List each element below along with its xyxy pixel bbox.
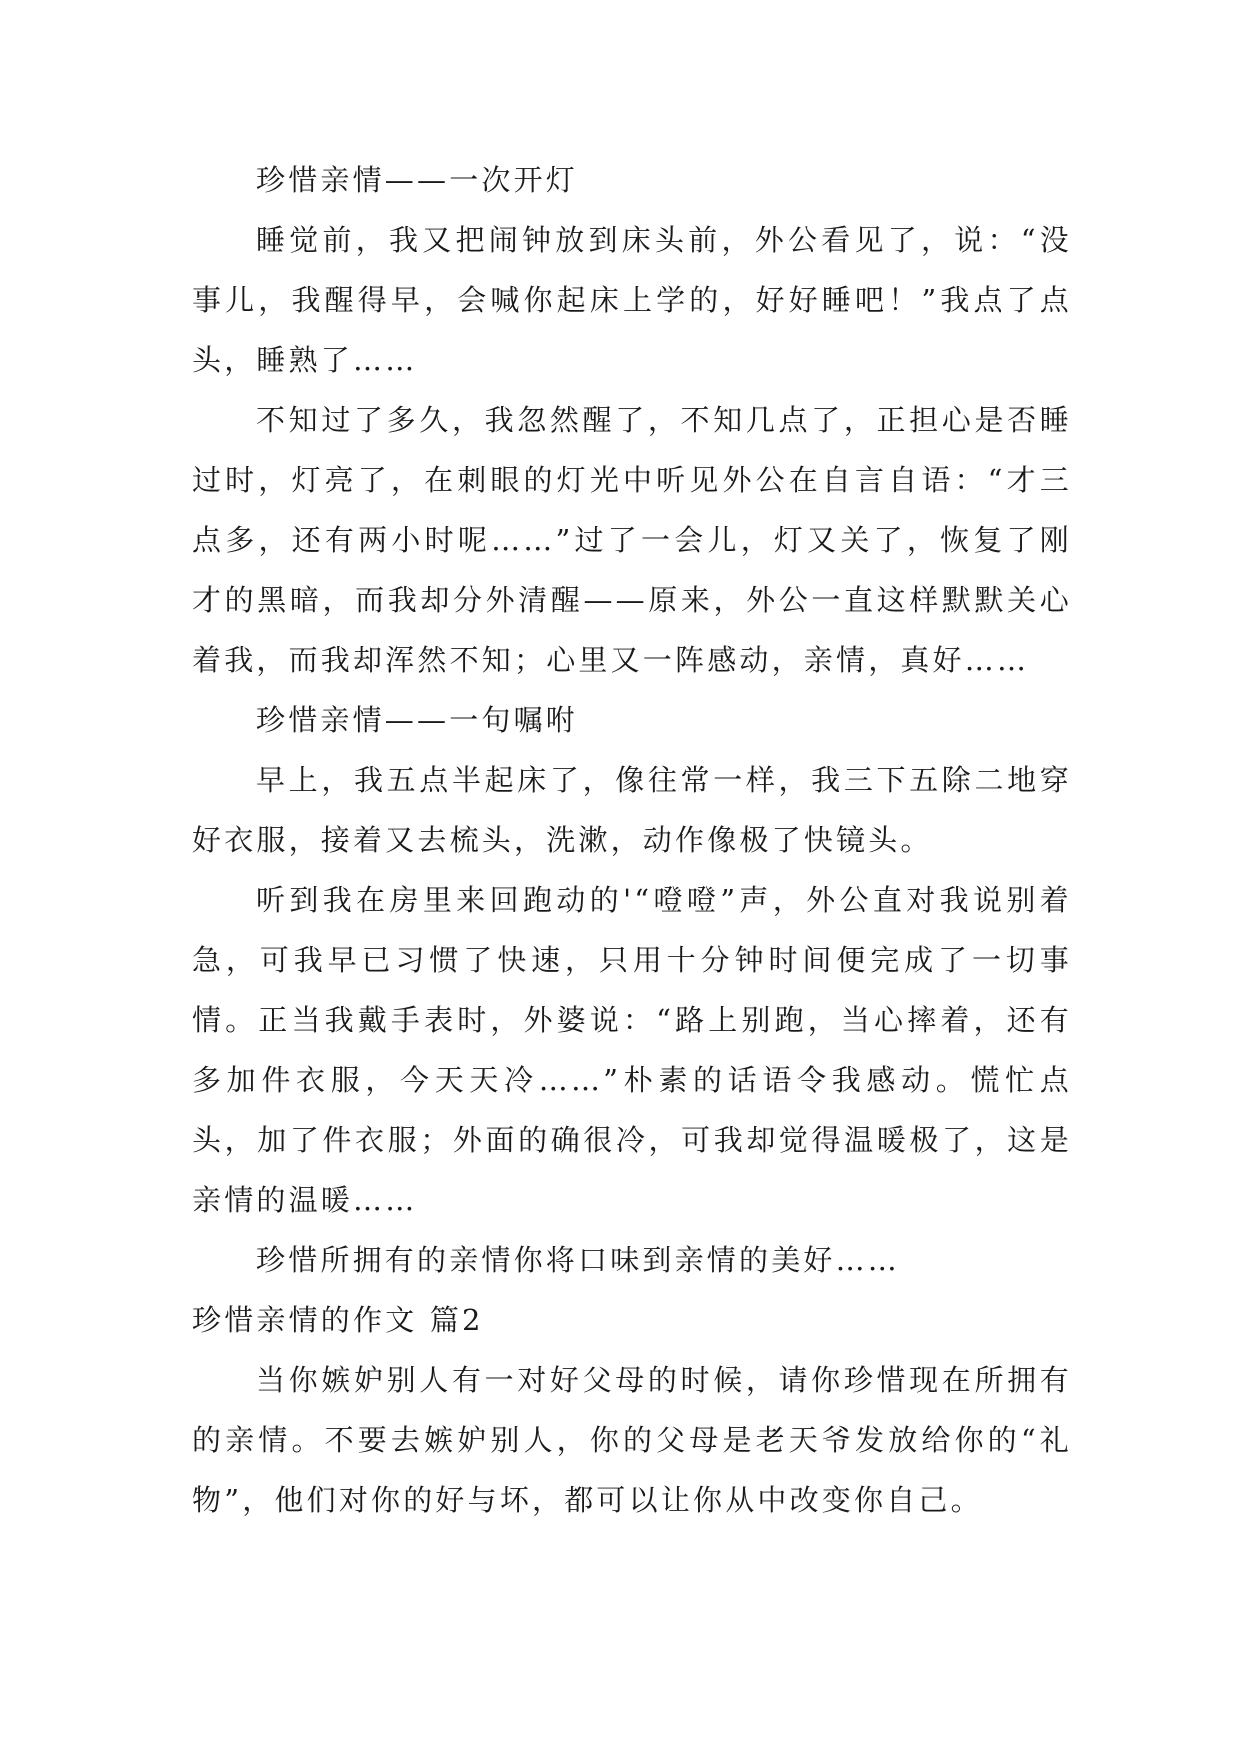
paragraph: 珍惜所拥有的亲情你将口味到亲情的美好…… — [256, 1243, 901, 1277]
subheading-one-light: 珍惜亲情——一次开灯 — [256, 163, 579, 197]
paragraph: 不知过了多久，我忽然醒了，不知几点了，正担心是否睡过时，灯亮了，在刺眼的灯光中听见外公在自言自语：“才三点多，还有两小时呢……”过了一会儿，灯又关了，恢复了刚才的黑暗，而我却分外清醒——原来，外公一直这样默默关心着我，而我却浑然不知；心里又一阵感动，亲情，真好…… — [192, 403, 1072, 677]
subheading-one-reminder: 珍惜亲情——一句嘱咐 — [256, 703, 579, 737]
paragraph: 睡觉前，我又把闹钟放到床头前，外公看见了，说：“没事儿，我醒得早，会喊你起床上学的，好好睡吧！”我点了点头，睡熟了…… — [192, 223, 1072, 377]
section-title: 珍惜亲情的作文 篇2 — [192, 1303, 484, 1337]
paragraph: 早上，我五点半起床了，像往常一样，我三下五除二地穿好衣服，接着又去梳头，洗漱，动作像极了快镜头。 — [192, 763, 1072, 857]
paragraph: 听到我在房里来回跑动的'“噔噔”声，外公直对我说别着急，可我早已习惯了快速，只用十分钟时间便完成了一切事情。正当我戴手表时，外婆说：“路上别跑，当心摔着，还有多加件衣服，今天天冷……”朴素的话语令我感动。慌忙点头，加了件衣服；外面的确很冷，可我却觉得温暖极了，这是亲情的温暖…… — [192, 883, 1072, 1217]
document-page — [192, 150, 1072, 1530]
paragraph: 当你嫉妒别人有一对好父母的时候，请你珍惜现在所拥有的亲情。不要去嫉妒别人，你的父母是老天爷发放给你的“礼物”，他们对你的好与坏，都可以让你从中改变你自己。 — [192, 1363, 1072, 1517]
